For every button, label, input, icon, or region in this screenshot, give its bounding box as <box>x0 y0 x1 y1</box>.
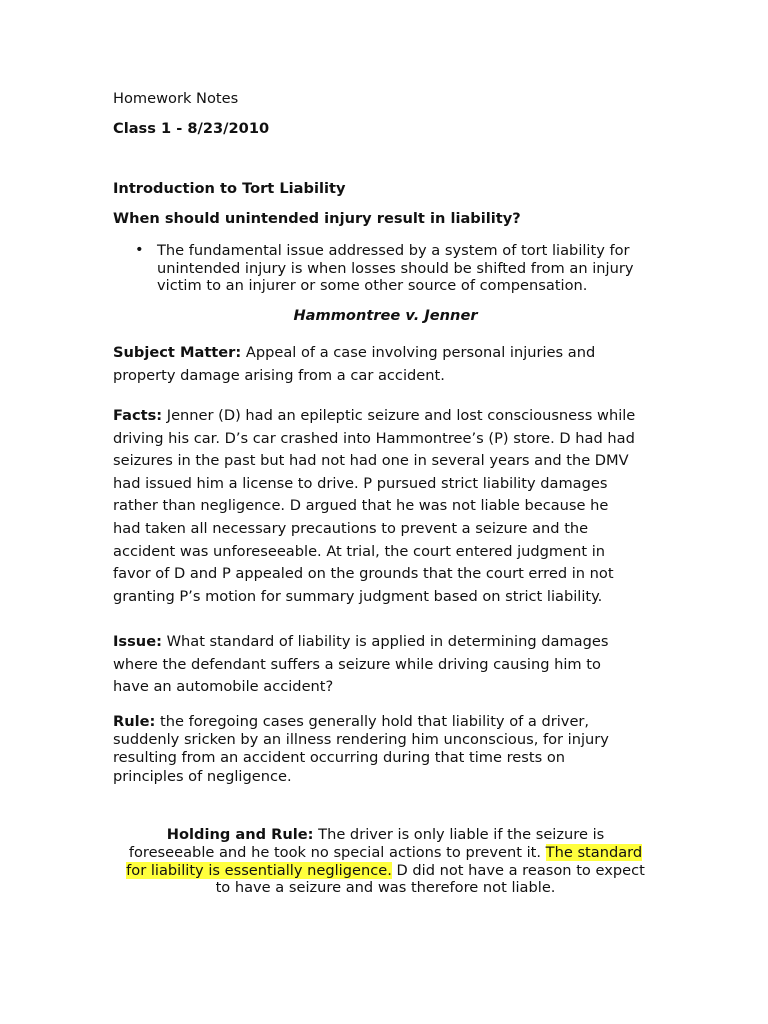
document-page <box>113 0 658 1024</box>
issue-paragraph <box>113 631 658 699</box>
facts-text: seizures in the past but had not had one in several years and the DMV <box>113 452 629 470</box>
issue-text: have an automobile accident? <box>113 678 334 695</box>
facts-text: driving his car. D’s car crashed into Hammontree’s (P) store. D had had <box>113 429 635 447</box>
bullet-paragraph <box>157 242 657 295</box>
highlighted-text: for liability is essentially negligence. <box>126 861 392 879</box>
class-date-line: Class 1 - 8/23/2010 <box>113 120 270 137</box>
facts-text: had issued him a license to drive. P pursued strict liability damages <box>113 474 608 492</box>
holding-label: Holding and Rule: <box>166 826 314 843</box>
subject-matter-paragraph <box>113 342 658 387</box>
facts-paragraph <box>113 405 658 608</box>
highlighted-text: The standard <box>545 843 643 861</box>
issue-text: where the defendant suffers a seizure while driving causing him to <box>113 655 601 673</box>
rule-text: resulting from an accident occurring during that time rests on <box>113 749 566 767</box>
case-title: Hammontree v. Jenner <box>293 307 478 324</box>
rule-label: Rule: <box>113 713 156 730</box>
bullet-line: victim to an injurer or some other source of compensation. <box>157 277 588 294</box>
bullet-line: The fundamental issue addressed by a system of tort liability for <box>157 242 630 259</box>
rule-paragraph <box>113 713 658 786</box>
facts-text: Jenner (D) had an epileptic seizure and lost consciousness while <box>162 407 636 424</box>
rule-text: the foregoing cases generally hold that liability of a driver, <box>155 713 590 730</box>
bullet-line: unintended injury is when losses should be shifted from an injury <box>157 259 634 277</box>
subject-matter-text: Appeal of a case involving personal injuries and <box>241 344 596 361</box>
holding-paragraph <box>113 826 658 897</box>
holding-text: to have a seizure and was therefore not liable. <box>215 879 556 897</box>
facts-text: favor of D and P appealed on the grounds that the court erred in not <box>113 565 614 583</box>
holding-text: D did not have a reason to expect <box>391 861 645 879</box>
holding-text: The driver is only liable if the seizure is <box>313 826 605 843</box>
bullet-dot: • <box>135 241 144 258</box>
subject-matter-text: property damage arising from a car accident. <box>113 366 445 384</box>
subject-matter-label: Subject Matter: <box>113 344 242 361</box>
issue-text: What standard of liability is applied in determining damages <box>161 633 609 650</box>
holding-text: foreseeable and he took no special actions to prevent it. <box>128 843 546 861</box>
notes-title: Homework Notes <box>113 90 239 107</box>
facts-text: had taken all necessary precautions to prevent a seizure and the <box>113 519 589 537</box>
section-title: Introduction to Tort Liability <box>113 180 346 197</box>
facts-label: Facts: <box>113 407 163 424</box>
rule-text: suddenly sricken by an illness rendering him unconscious, for injury <box>113 731 609 749</box>
issue-label: Issue: <box>113 633 162 650</box>
facts-text: rather than negligence. D argued that he was not liable because he <box>113 497 609 515</box>
rule-text: principles of negligence. <box>113 767 292 785</box>
facts-text: granting P’s motion for summary judgment based on strict liability. <box>113 587 603 605</box>
facts-text: accident was unforeseeable. At trial, the court entered judgment in <box>113 542 606 560</box>
section-question: When should unintended injury result in liability? <box>113 210 521 227</box>
